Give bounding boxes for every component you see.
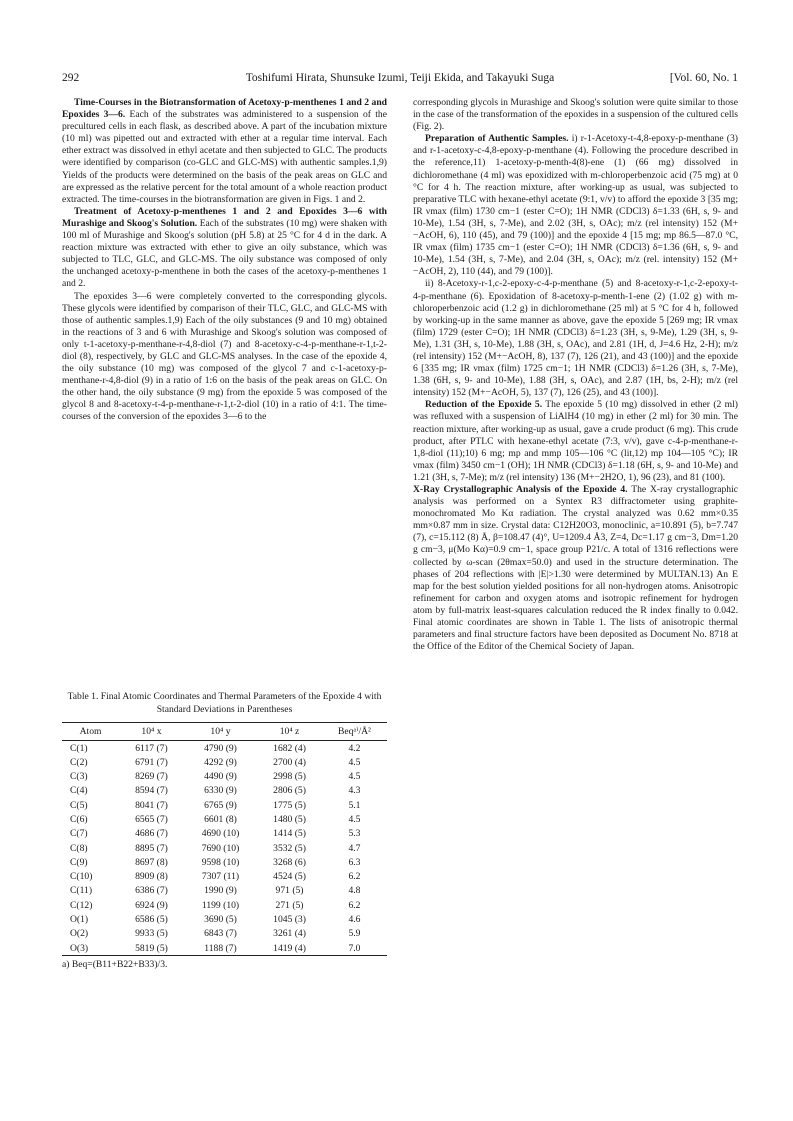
table-cell: 9598 (10): [201, 856, 240, 868]
table-cell: 4.5: [348, 771, 361, 783]
table-cell: 8697 (8): [135, 856, 168, 868]
table-row: [62, 941, 387, 956]
column-header: 10⁴ x: [119, 723, 184, 741]
table-footnote: a) Beq=(B11+B22+B33)/3.: [62, 959, 168, 971]
table-cell: 6601 (8): [204, 814, 237, 825]
table-cell: C(1): [70, 742, 88, 754]
table-body: [62, 741, 387, 956]
paragraph-heading: Time-Courses in the Biotransformation of Acetoxy-p-menthenes 1 and 2 and Epoxides 3—6.: [62, 97, 387, 121]
table-cell: 9933 (5): [135, 928, 168, 940]
paragraph: [413, 97, 738, 133]
table-cell: 1414 (5): [273, 828, 306, 840]
table-cell: 4.7: [348, 842, 361, 854]
table-cell: C(11): [70, 885, 93, 897]
paragraph-text: The epoxides 3—6 were completely converted to the corresponding glycols. These glycols were identified by comparison of their TLC, GLC, and GLC-MS with those of authentic samples.1,9) Each of the oily substances (9 and 10 mg) obtained in the reactions of 3 and 6 with Murashige and Skoog's solution was composed of only t-1-acetoxy-p-menthane-r-4,8-diol (7) and 8-acetoxy-c-4-p-menthane-r-1,t-2-diol (8), respectively, by GLC and GLC-MS analyses. In the case of the epoxide 4, the oily substance (10 mg) was composed of the glycol 7 and c-1-acetoxy-p-menthane-r-4,8-diol (9) in a ratio of 1:6 on the basis of the peak areas on GLC. On the other hand, the oily substance (9 mg) from the epoxide 5 was composed of the glycol 8 and 8-acetoxy-t-4-p-menthane-r-1,t-2-diol (10) in a ratio of 4:1. The time-courses of the conversion of the epoxides 3—6 to the: [62, 290, 387, 423]
table-cell: C(6): [70, 814, 88, 825]
table-cell: 6.3: [348, 856, 361, 868]
table-cell: 3261 (4): [273, 928, 306, 940]
table-cell: 8041 (7): [135, 799, 168, 811]
table-cell: 4524 (5): [273, 871, 306, 883]
column-header: 10⁴ z: [257, 723, 322, 741]
table-cell: 1775 (5): [273, 799, 306, 811]
paragraph-text: corresponding glycols in Murashige and Skoog's solution were quite similar to those in the case of the transformation of the epoxides in a suspension of the cultured cells (Fig. 2).: [413, 97, 738, 133]
table-row: [62, 798, 387, 812]
table-cell: 4.8: [348, 885, 361, 897]
table-cell: 6565 (7): [135, 814, 168, 825]
table-cell: 7.0: [322, 941, 387, 956]
table-cell: 6791 (7): [135, 756, 168, 768]
column-header: Atom: [62, 723, 119, 741]
paragraph-text: Each of the substrates was administered to a suspension of the precultured cells in each flask, as described above. A part of the incubation mixture (10 ml) was pipetted out and extracted with ether at a regular time interval. Each ether extract was dissolved in ethyl acetate and then subjected to GLC. The products were identified by comparison (co-GLC and GLC-MS) with authentic samples.1,9) Yields of the products were determined on the basis of the peak areas on GLC and are expressed as the relative percent for the total amount of a whole reaction product extracted. The time-courses in the biotransformation are given in Figs. 1 and 2.: [62, 109, 387, 205]
table-cell: 3690 (5): [204, 913, 237, 925]
paragraph-text: The epoxide 5 (10 mg) dissolved in ether (2 ml) was refluxed with a suspension of LiAlH4 (10 mg) in ether (2 ml) for 30 min. The reaction mixture, after working-up as usual, gave a crude product (6 mg). This crude product, after PTLC with hexane-ethyl acetate (7:3, v/v), gave c-4-p-menthane-r-1,8-diol (11);10) 6 mg; mp and mmp 105—106 °C (lit,12) mp 104—105 °C); IR νmax (film) 3450 cm−1 (OH); 1H NMR (CDCl3) δ=1.18 (6H, s, 9- and 10-Me) and 1.21 (3H, s, 7-Me); m/z (rel intensity) 136 (M+−2H2O, 1), 96 (23), and 81 (100).: [413, 399, 738, 483]
table-cell: 3268 (6): [273, 856, 306, 868]
coordinates-table: [62, 722, 387, 956]
table-cell: 4.3: [348, 785, 361, 797]
table-cell: 5.9: [348, 928, 361, 940]
paragraph: [62, 97, 387, 206]
paragraph: [62, 291, 387, 424]
table-row: [62, 855, 387, 869]
table-cell: C(9): [70, 856, 88, 868]
table-cell: 6924 (9): [135, 899, 168, 911]
paragraph: [413, 278, 738, 399]
table-row: [62, 841, 387, 855]
table-cell: O(3): [62, 941, 119, 956]
table-cell: 5819 (5): [119, 941, 184, 956]
table-cell: O(2): [70, 928, 89, 940]
table-cell: C(3): [70, 771, 88, 783]
table-cell: 2806 (5): [273, 785, 306, 797]
table-cell: 6.2: [348, 899, 361, 911]
paragraph-text: ii) 8-Acetoxy-r-1,c-2-epoxy-c-4-p-menthane (5) and 8-acetoxy-r-1,c-2-epoxy-t-4-p-menthane (6). Epoxidation of 8-acetoxy-p-menth-1-ene (2) (1.02 g) with m-chloroperbenzoic acid (1.2 g) in dichloromethane (25 ml) at 5 °C for 4 h, followed by working-up in the same manner as above, gave the epoxide 5 [269 mg; IR νmax (film) 1729 (ester C=O); 1H NMR (CDCl3) δ=1.23 (3H, s, 9-Me), 1.29 (3H, s, 9-Me), 1.31 (3H, s, 10-Me), 1.88 (3H, s, OAc), and 2.81 (1H, d, J=4.6 Hz, 2-H); m/z (rel intensity) 152 (M+−AcOH, 8), 137 (7), 126 (21), and 43 (100)] and the epoxide 6 [335 mg; IR νmax (film) 1725 cm−1; 1H NMR (CDCl3) δ=1.26 (3H, s, 7-Me), 1.38 (6H, s, 9- and 10-Me), 1.88 (3H, s, OAc), and 2.87 (1H, bs, 2-H); m/z (rel intensity) 152 (M+−AcOH, 5), 137 (7), 126 (25), and 43 (100)].: [413, 278, 738, 399]
table-cell: 1199 (10): [201, 899, 240, 911]
paragraph-text: The X-ray crystallographic analysis was performed on a Syntex R3 diffractometer using graphite-monochromated Mo Kα radiation. The crystal analyzed was 0.62 mm×0.35 mm×0.87 mm in size. Crystal data: C12H20O3, monoclinic, a=10.891 (5), b=7.747 (7), c=15.112 (8) Å, β=108.47 (4)°, U=1209.4 Å3, Z=4, Dc=1.17 g cm−3, Dm=1.20 g cm−3, μ(Mo Kα)=0.9 cm−1, space group P21/c. A total of 1316 reflections were collected by ω-scan (2θmax=50.0) and used in the structure determination. The phases of 204 reflections with |E|>1.30 were determined by MULTAN.13) An E map for the best solution yielded positions for all non-hydrogen atoms. Anisotropic refinement for carbon and oxygen atoms and isotropic refinement for hydrogen atom by full-matrix least-squares calculation reduced the R index finally to 0.042. Final atomic coordinates are shown in Table 1. The lists of anisotropic thermal parameters and final structure factors have been deposited as Document No. 8718 at the Office of the Editor of the Chemical Society of Japan.: [413, 484, 738, 653]
table-cell: 5.3: [348, 828, 361, 840]
right-column: [413, 97, 738, 653]
table-cell: C(4): [70, 785, 88, 797]
table-row: [62, 912, 387, 926]
table-cell: C(10): [70, 871, 93, 883]
table-cell: 4.5: [348, 756, 361, 768]
table-cell: 5.1: [348, 799, 361, 811]
table-row: [62, 870, 387, 884]
table-cell: C(7): [70, 828, 88, 840]
table-row: [62, 770, 387, 784]
table-cell: 4690 (10): [201, 828, 240, 840]
paragraph-heading: Reduction of the Epoxide 5.: [425, 399, 543, 411]
paragraph-text: i) r-1-Acetoxy-t-4,8-epoxy-p-menthane (3) and r-1-acetoxy-c-4,8-epoxy-p-menthane (4). Following the procedure described in the reference,11) 1-acetoxy-p-menth-4(8)-ene (1) (66 mg) dissolved in dichloromethane (4 ml) was epoxidized with m-chloroperbenzoic acid (75 mg) at 0 °C for 4 h. The reaction mixture, after working-up as usual, was subjected to preparative TLC with hexane-ethyl acetate (9:1, v/v) to afford the epoxide 3 [35 mg; IR νmax (film) 1730 cm−1 (ester C=O); 1H NMR (CDCl3) δ=1.33 (6H, s, 9- and 10-Me), 1.54 (3H, s, 7-Me), and 2.02 (3H, s, OAc); m/z (rel intensity) 152 (M+−AcOH, 6), 110 (45), and 79 (100)] and the epoxide 4 [15 mg; mp 86.5—87.0 °C, IR νmax (film) 1735 cm−1 (ester C=O); 1H NMR (CDCl3) δ=1.36 (6H, s, 9- and 10-Me), 1.54 (3H, s, 7-Me), and 2.04 (3H, s, OAc); m/z (rel. intensity) 152 (M+−AcOH, 2), 110 (44), and 79 (100)].: [413, 133, 738, 278]
table-cell: 7690 (10): [201, 842, 240, 854]
table-cell: 7307 (11): [201, 871, 240, 883]
table-cell: 1045 (3): [273, 913, 306, 925]
table-cell: 6586 (5): [135, 913, 168, 925]
table-row: [62, 755, 387, 769]
volume-info: [Vol. 60, No. 1: [669, 72, 738, 84]
table-cell: 971 (5): [275, 885, 304, 897]
table-cell: C(2): [70, 756, 88, 768]
table-cell: 6.2: [348, 871, 361, 883]
table-row: [62, 884, 387, 898]
table-cell: 8594 (7): [135, 785, 168, 797]
page-number: 292: [62, 72, 80, 84]
table-cell: 2700 (4): [273, 756, 306, 768]
paragraph: [413, 484, 738, 653]
table-cell: 6765 (9): [204, 799, 237, 811]
table-cell: 8909 (8): [135, 871, 168, 883]
table-cell: 6117 (7): [135, 742, 168, 754]
table-cell: 4490 (9): [204, 771, 237, 783]
table-cell: 4.5: [348, 814, 361, 825]
table-cell: 1480 (5): [273, 814, 306, 825]
paragraph: [413, 133, 738, 278]
table-cell: 8895 (7): [135, 842, 168, 854]
table-cell: C(8): [70, 842, 88, 854]
table-row: [62, 784, 387, 798]
table-cell: 1990 (9): [204, 885, 237, 897]
table-cell: 6386 (7): [135, 885, 168, 897]
table-cell: O(1): [70, 913, 89, 925]
table-cell: 8269 (7): [135, 771, 168, 783]
table-cell: C(5): [70, 799, 88, 811]
table-cell: 4.2: [348, 742, 361, 754]
table-row: [62, 812, 387, 826]
table-cell: 1419 (4): [257, 941, 322, 956]
paragraph-text: Each of the substrates (10 mg) were shaken with 100 ml of Murashige and Skoog's solution (pH 5.8) at 25 °C for 4 d in the dark. A reaction mixture was extracted with ether to give an oily substance, which was subjected to TLC, GLC, and GLC-MS. The oily substance was composed of only the unchanged acetoxy-p-menthene in both the cases of the acetoxy-p-menthenes 1 and 2.: [62, 217, 387, 290]
table-cell: 3532 (5): [273, 842, 306, 854]
table-row: [62, 898, 387, 912]
column-header: Beqᵃ⁾/Å²: [322, 723, 387, 741]
table-header-row: [62, 723, 387, 741]
table-1: [62, 690, 387, 970]
running-authors: Toshifumi Hirata, Shunsuke Izumi, Teiji Ekida, and Takayuki Suga: [245, 72, 555, 84]
table-row: [62, 741, 387, 756]
table-row: [62, 827, 387, 841]
paragraph-heading: Preparation of Authentic Samples.: [425, 133, 569, 145]
table-cell: C(12): [70, 899, 93, 911]
column-header: 10⁴ y: [184, 723, 257, 741]
paragraph: [62, 206, 387, 291]
table-cell: 1682 (4): [273, 742, 306, 754]
table-cell: 4790 (9): [204, 742, 237, 754]
table-caption: Table 1. Final Atomic Coordinates and Thermal Parameters of the Epoxide 4 with Standard Deviations in Parentheses: [67, 691, 382, 715]
table-cell: 1188 (7): [184, 941, 257, 956]
left-column: [62, 97, 387, 424]
table-cell: 2998 (5): [273, 771, 306, 783]
paragraph-heading: Treatment of Acetoxy-p-menthenes 1 and 2 and Epoxides 3—6 with Murashige and Skoog's Solution.: [62, 205, 387, 229]
running-header: [62, 72, 738, 90]
table-cell: 4.6: [348, 913, 361, 925]
table-cell: 271 (5): [275, 899, 304, 911]
paragraph-heading: X-Ray Crystallographic Analysis of the Epoxide 4.: [413, 484, 628, 495]
table-row: [62, 927, 387, 941]
table-cell: 6330 (9): [204, 785, 237, 797]
table-cell: 6843 (7): [204, 928, 237, 940]
paragraph: [413, 399, 738, 484]
table-cell: 4292 (9): [204, 756, 237, 768]
table-cell: 4686 (7): [135, 828, 168, 840]
